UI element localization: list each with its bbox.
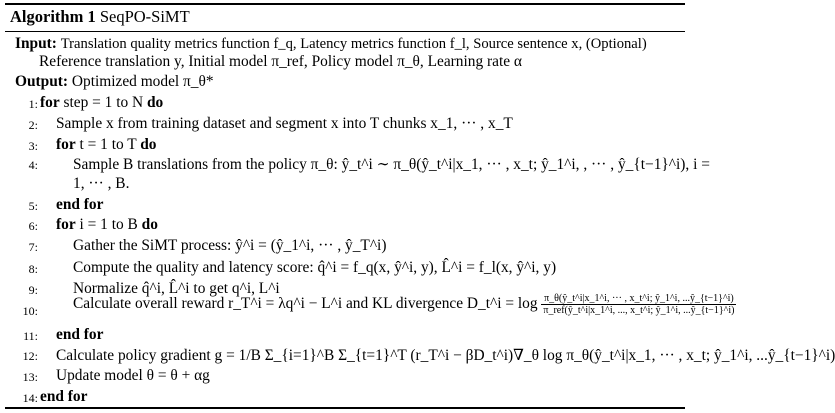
line-number: 8:: [28, 262, 38, 276]
line-text: 1, ··· , B.: [73, 175, 130, 192]
line-text: Calculate overall reward r_T^i = λq^i − L^i and KL divergence D_t^i = log $\frac{\pi\_\theta(ŷ\_t\^{}i|x\_1\^{}i, \cdot\cdot\cdot , x\_t\^{}i; ŷ\_1\^{}i, ...ŷ\_\{t-1\}\^{}i)}{\text{π\_ref(ŷ\_t\textasciicircum{}i|x\_1\textasciicircum{}i, ..., x\_t\textasciicircum{}i; ŷ\_1\textasciicircum{}i, ...ŷ\_\{t−1\}\textasciicircum{}i)}}$: [73, 293, 735, 316]
line-number: 6:: [28, 219, 38, 233]
line-number: 10:: [22, 304, 38, 318]
line-text: Compute the quality and latency score: q̂^i = f_q(x, ŷ^i, y), L̂^i = f_l(x, ŷ^i, y): [73, 259, 557, 276]
kl-numerator: π_θ(ŷ_t^i|x_1^i, ··· , x_t^i; ŷ_1^i, ...ŷ_{t−1}^i): [541, 293, 736, 305]
algorithm-label: Algorithm 1: [10, 7, 96, 26]
output-text: Optimized model π_θ*: [71, 73, 214, 90]
kl-denominator: π_ref(ŷ_t^i|x_1^i, ..., x_t^i; ŷ_1^i, ...ŷ_{t−1}^i): [543, 305, 735, 316]
line-number: 2:: [28, 118, 38, 132]
top-rule: [5, 3, 685, 5]
input-label: Input:: [15, 35, 57, 52]
line-text: for i = 1 to B do: [56, 216, 158, 233]
input-text-2: Reference translation y, Initial model π_ref, Policy model π_θ, Learning rate α: [39, 53, 522, 70]
line-number: 9:: [28, 283, 38, 297]
line-number: 1:: [28, 97, 38, 111]
line-number: 3:: [28, 139, 38, 153]
input-text-1: Translation quality metrics function f_q, Latency metrics function f_l, Source sentence x, (Optional): [60, 36, 647, 52]
line-text: Gather the SiMT process: ŷ^i = (ŷ_1^i, ··· , ŷ_T^i): [73, 237, 387, 254]
line-number: 13:: [22, 370, 38, 384]
line-text: for t = 1 to T do: [56, 136, 157, 153]
line-text: Update model θ = θ + αg: [56, 367, 210, 384]
line-text: for step = 1 to N do: [40, 94, 164, 111]
line-text: end for: [56, 326, 104, 343]
algorithm-title: [10, 7, 190, 27]
line-text: Calculate policy gradient g = 1/B Σ_{i=1}^B Σ_{t=1}^T (r_T^i − βD_t^i)∇_θ log π_θ(ŷ_t^i|x_1, ··· , x_t; ŷ_1^i, ...ŷ_{t−1}^i): [56, 347, 835, 364]
line-text: Sample x from training dataset and segment x into T chunks x_1, ··· , x_T: [56, 115, 513, 132]
line-text: end for: [40, 388, 88, 405]
line-number: 4:: [28, 158, 38, 172]
algorithm-name: SeqPO-SiMT: [99, 7, 190, 26]
title-rule: [5, 31, 685, 32]
line-text: Normalize q̂^i, L̂^i to get q^i, L^i: [73, 280, 280, 297]
line-number: 12:: [22, 349, 38, 363]
line-text: Sample B translations from the policy π_θ: ŷ_t^i ∼ π_θ(ŷ_t^i|x_1, ··· , x_t; ŷ_1^i, , ··· , ŷ_{t−1}^i), i =: [73, 156, 710, 173]
line-number: 7:: [28, 240, 38, 254]
bottom-rule: [5, 407, 685, 409]
output-label: Output:: [15, 73, 69, 90]
line-number: 14:: [22, 391, 38, 405]
kl-fraction: [541, 293, 736, 316]
line-number: 11:: [23, 329, 38, 343]
line-number: 5:: [28, 199, 38, 213]
line-text: end for: [56, 196, 104, 213]
